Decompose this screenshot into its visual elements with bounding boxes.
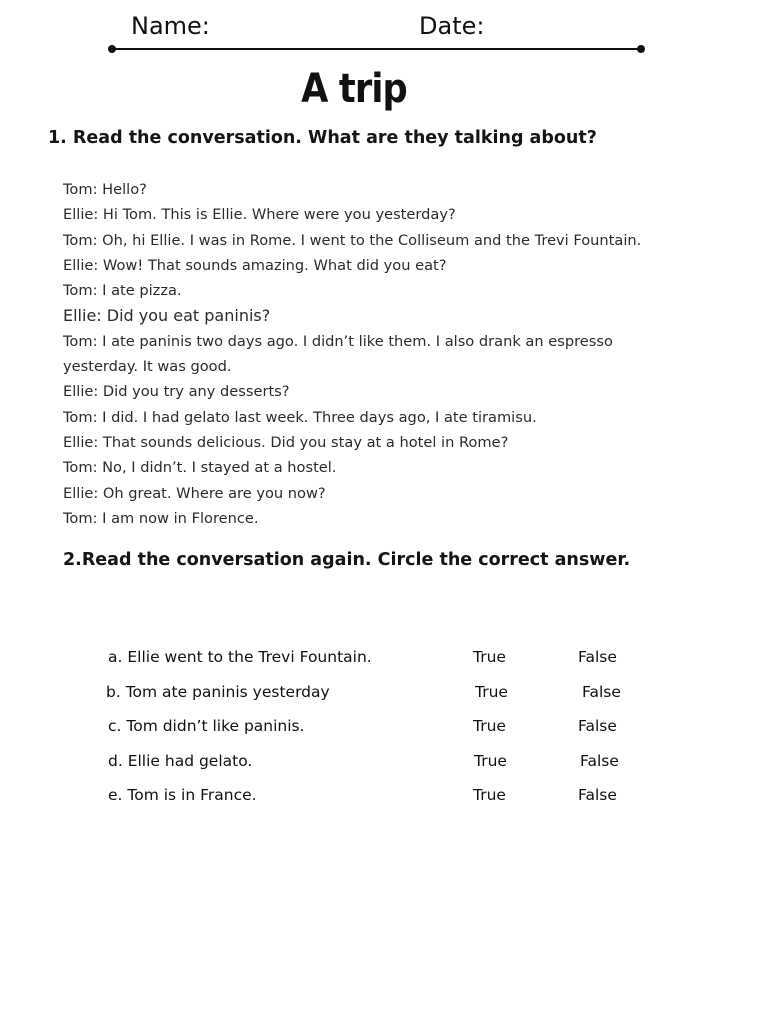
- true-false-row: [0, 648, 768, 676]
- conversation-line: Tom: I am now in Florence.: [63, 509, 259, 527]
- false-option[interactable]: False: [578, 648, 617, 666]
- true-option[interactable]: True: [473, 717, 506, 735]
- section-1-heading: 1. Read the conversation. What are they talking about?: [48, 128, 597, 148]
- conversation-line: Tom: No, I didn’t. I stayed at a hostel.: [63, 459, 337, 477]
- statement-text: d. Ellie had gelato.: [108, 752, 253, 770]
- true-false-row: [0, 717, 768, 745]
- false-option[interactable]: False: [578, 717, 617, 735]
- date-label: Date:: [419, 12, 485, 40]
- statement-text: c. Tom didn’t like paninis.: [108, 717, 305, 735]
- conversation-line: Tom: I ate paninis two days ago. I didn’t like them. I also drank an espresso yesterday. It was good.: [63, 332, 613, 376]
- statement-text: a. Ellie went to the Trevi Fountain.: [108, 648, 372, 666]
- false-option[interactable]: False: [582, 683, 621, 701]
- statement-text: b. Tom ate paninis yesterday: [106, 683, 330, 701]
- true-option[interactable]: True: [474, 752, 507, 770]
- name-label: Name:: [131, 12, 210, 40]
- true-false-row: [0, 752, 768, 780]
- conversation-line: Ellie: Wow! That sounds amazing. What did you eat?: [63, 256, 447, 274]
- conversation-line: Ellie: That sounds delicious. Did you stay at a hotel in Rome?: [63, 433, 509, 451]
- line-end-dot-right: [637, 45, 645, 53]
- conversation-line: Ellie: Oh great. Where are you now?: [63, 484, 326, 502]
- false-option[interactable]: False: [578, 786, 617, 804]
- worksheet-title: A trip: [301, 66, 407, 112]
- conversation-list: [63, 177, 663, 531]
- statement-text: e. Tom is in France.: [108, 786, 257, 804]
- conversation-line: Tom: Oh, hi Ellie. I was in Rome. I went to the Colliseum and the Trevi Fountain.: [63, 231, 642, 249]
- true-option[interactable]: True: [473, 786, 506, 804]
- true-false-row: [0, 683, 768, 711]
- conversation-line: Tom: I ate pizza.: [63, 282, 182, 300]
- false-option[interactable]: False: [580, 752, 619, 770]
- true-false-row: [0, 786, 768, 814]
- true-option[interactable]: True: [475, 683, 508, 701]
- conversation-line: Tom: Hello?: [63, 181, 147, 198]
- header-rule: [112, 48, 642, 50]
- conversation-line: Ellie: Hi Tom. This is Ellie. Where were you yesterday?: [63, 206, 456, 224]
- conversation-line: Tom: I did. I had gelato last week. Three days ago, I ate tiramisu.: [63, 408, 537, 426]
- true-option[interactable]: True: [473, 648, 506, 666]
- conversation-line: Ellie: Did you eat paninis?: [63, 306, 271, 326]
- conversation-line: Ellie: Did you try any desserts?: [63, 383, 290, 401]
- section-2-heading: 2.Read the conversation again. Circle the correct answer.: [63, 550, 631, 570]
